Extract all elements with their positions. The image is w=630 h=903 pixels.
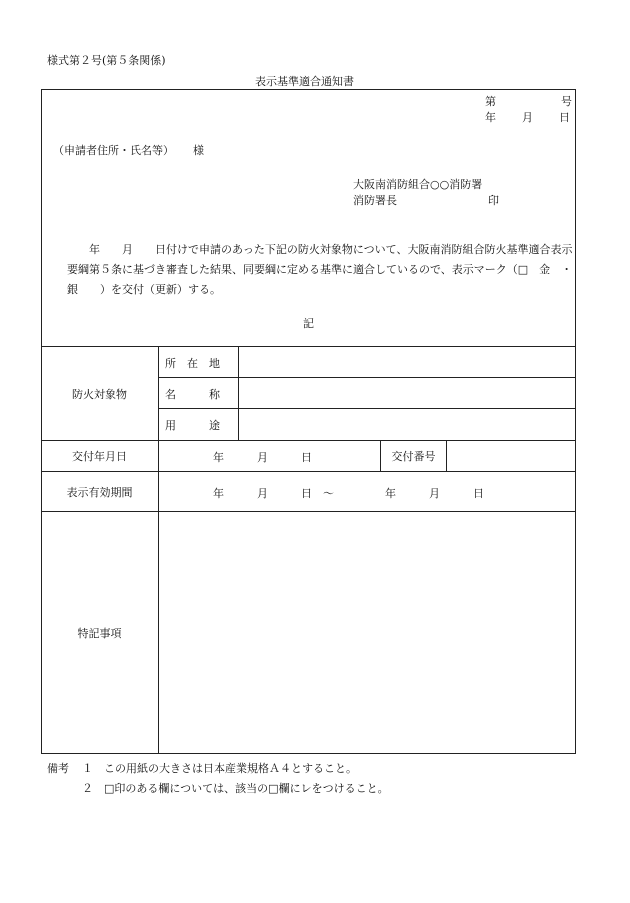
validity-start: 年 月 日 ～ bbox=[213, 487, 334, 500]
issuer-organization: 大阪南消防組合○○消防署 bbox=[353, 178, 483, 191]
subject-label: 防火対象物 bbox=[72, 387, 127, 401]
subject-column-divider bbox=[238, 346, 239, 440]
issue-number-divider-right bbox=[446, 440, 447, 471]
notice-date-month: 月 bbox=[522, 111, 533, 124]
row-divider-2 bbox=[158, 408, 576, 409]
notice-date-year: 年 bbox=[485, 111, 496, 124]
ki-heading: 記 bbox=[303, 317, 314, 330]
notice-number-prefix: 第 bbox=[485, 95, 496, 108]
main-column-divider bbox=[158, 346, 159, 754]
notice-date-day: 日 bbox=[559, 111, 570, 124]
notes-label: 備考 bbox=[47, 762, 69, 775]
validity-end: 年 月 日 bbox=[385, 487, 484, 500]
issue-number-label: 交付番号 bbox=[391, 450, 436, 463]
issue-date-label: 交付年月日 bbox=[72, 450, 127, 463]
applicant-field: （申請者住所・氏名等） bbox=[53, 144, 174, 157]
location-label: 所 在 地 bbox=[165, 357, 220, 370]
name-label: 名 称 bbox=[165, 388, 220, 401]
document-title: 表示基準適合通知書 bbox=[255, 75, 354, 88]
note-item-1: １ この用紙の大きさは日本産業規格Ａ４とすること。 bbox=[82, 762, 357, 775]
note-item-2: ２ □印のある欄については、該当の□欄にレをつけること。 bbox=[82, 782, 389, 795]
notice-body: 年 月 日付けで申請のあった下記の防火対象物について、大阪南消防組合防火基準適合表示要綱第５条に基づき審査した結果、同要綱に定める基準に適合しているので、表示マーク（□ 金 ・ 銀 ）を交付（更新）する。 bbox=[67, 243, 584, 296]
notice-number-suffix: 号 bbox=[561, 95, 572, 108]
validity-label: 表示有効期間 bbox=[66, 485, 133, 499]
issuer-title: 消防署長 bbox=[353, 194, 397, 207]
remarks-label: 特記事項 bbox=[77, 627, 122, 640]
honorific: 様 bbox=[193, 144, 204, 157]
seal-mark: 印 bbox=[488, 194, 499, 207]
issue-date-value: 年 月 日 bbox=[213, 451, 312, 464]
use-label: 用 途 bbox=[165, 419, 220, 432]
notice-date bbox=[485, 109, 570, 125]
form-number: 様式第２号(第５条関係) bbox=[47, 54, 166, 67]
row-divider-1 bbox=[158, 377, 576, 378]
